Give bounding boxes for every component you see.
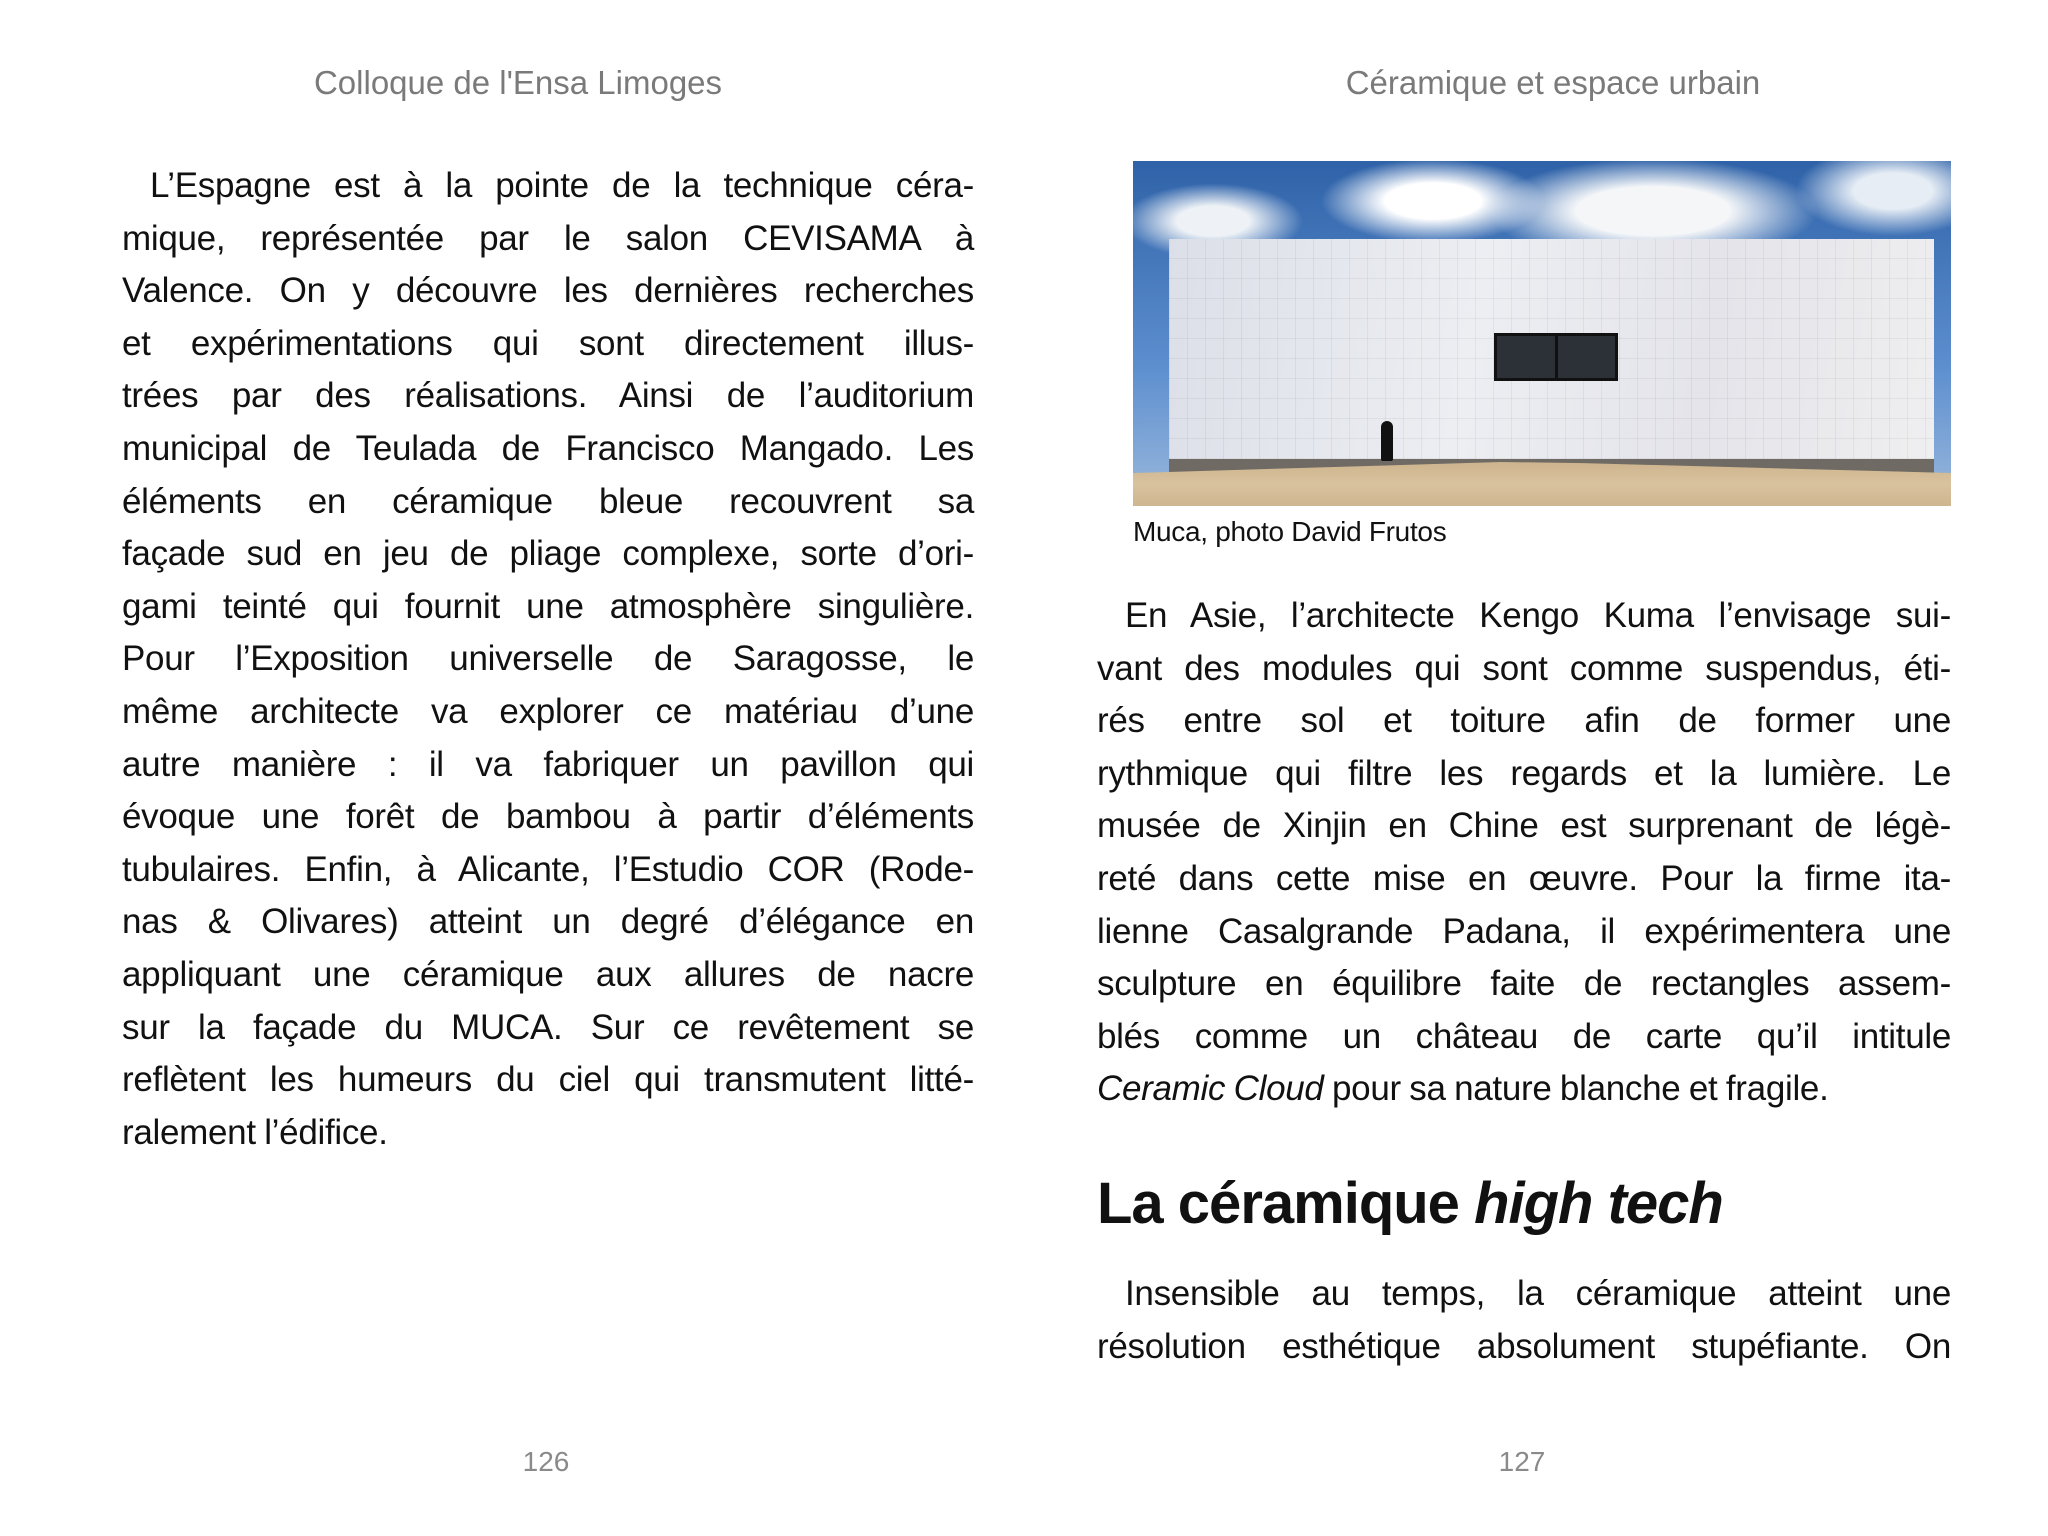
text-line: autre manière : il va fabriquer un pavillon qui — [122, 744, 974, 784]
text-line: mique, représentée par le salon CEVISAMA à — [122, 218, 974, 258]
text-line — [1097, 1063, 1951, 1116]
text-line: rythmique qui filtre les regards et la lumière. Le — [1097, 753, 1951, 793]
text-line: Insensible au temps, la céramique atteint une — [1125, 1274, 1951, 1313]
text-line: musée de Xinjin en Chine est surprenant de légè- — [1097, 806, 1951, 846]
text-line: appliquant une céramique aux allures de nacre — [122, 954, 974, 994]
text-line: reflètent les humeurs du ciel qui transmutent litté- — [122, 1060, 974, 1100]
left-page-body — [122, 160, 974, 1159]
text-line: En Asie, l’architecte Kengo Kuma l’envisage sui- — [1125, 596, 1951, 635]
heading-italic: high tech — [1474, 1171, 1723, 1236]
text-line: Pour l’Exposition universelle de Saragosse, le — [122, 639, 974, 679]
italic-title: Ceramic Cloud — [1097, 1069, 1324, 1109]
right-page-paragraph-2 — [1097, 1268, 1951, 1373]
running-header-right: Céramique et espace urbain — [1345, 64, 1761, 101]
text-line: Valence. On y découvre les dernières recherches — [122, 271, 974, 311]
text-line: évoque une forêt de bambou à partir d’éléments — [122, 797, 974, 837]
text-line: trées par des réalisations. Ainsi de l’auditorium — [122, 376, 974, 416]
text-line: L’Espagne est à la pointe de la technique céra- — [150, 166, 974, 205]
text-run: pour sa nature blanche et fragile. — [1323, 1069, 1829, 1109]
text-line: sculpture en équilibre faite de rectangles assem- — [1097, 964, 1951, 1004]
running-header-left: Colloque de l'Ensa Limoges — [313, 64, 723, 101]
text-line: sur la façade du MUCA. Sur ce revêtement se — [122, 1007, 974, 1047]
heading-regular: La céramique — [1097, 1171, 1475, 1236]
page-number-right: 127 — [1498, 1446, 1546, 1477]
text-line: façade sud en jeu de pliage complexe, sorte d’ori- — [122, 534, 974, 574]
text-line: lienne Casalgrande Padana, il expérimentera une — [1097, 911, 1951, 951]
text-line: vant des modules qui sont comme suspendus, éti- — [1097, 648, 1951, 688]
text-line: nas & Olivares) atteint un degré d’élégance en — [122, 902, 974, 942]
page-number-left: 126 — [522, 1446, 570, 1477]
section-heading — [1097, 1170, 1723, 1237]
text-line: gami teinté qui fournit une atmosphère singulière. — [122, 586, 974, 626]
text-line: tubulaires. Enfin, à Alicante, l’Estudio COR (Rode- — [122, 849, 974, 889]
text-line: rés entre sol et toiture afin de former une — [1097, 701, 1951, 741]
text-line: ralement l’édifice. — [122, 1112, 388, 1152]
text-line: même architecte va explorer ce matériau d’une — [122, 691, 974, 731]
building-window — [1494, 333, 1618, 381]
figure-muca-photo — [1133, 161, 1951, 506]
text-line: municipal de Teulada de Francisco Mangado. Les — [122, 428, 974, 468]
walking-person — [1381, 421, 1393, 461]
text-line: reté dans cette mise en œuvre. Pour la firme ita- — [1097, 858, 1951, 898]
text-line: résolution esthétique absolument stupéfiante. On — [1097, 1326, 1951, 1366]
text-line: blés comme un château de carte qu’il intitule — [1097, 1016, 1951, 1056]
text-line: éléments en céramique bleue recouvrent sa — [122, 481, 974, 521]
figure-caption: Muca, photo David Frutos — [1133, 516, 1447, 547]
text-line: et expérimentations qui sont directement illus- — [122, 323, 974, 363]
right-page-body — [1097, 590, 1951, 1116]
